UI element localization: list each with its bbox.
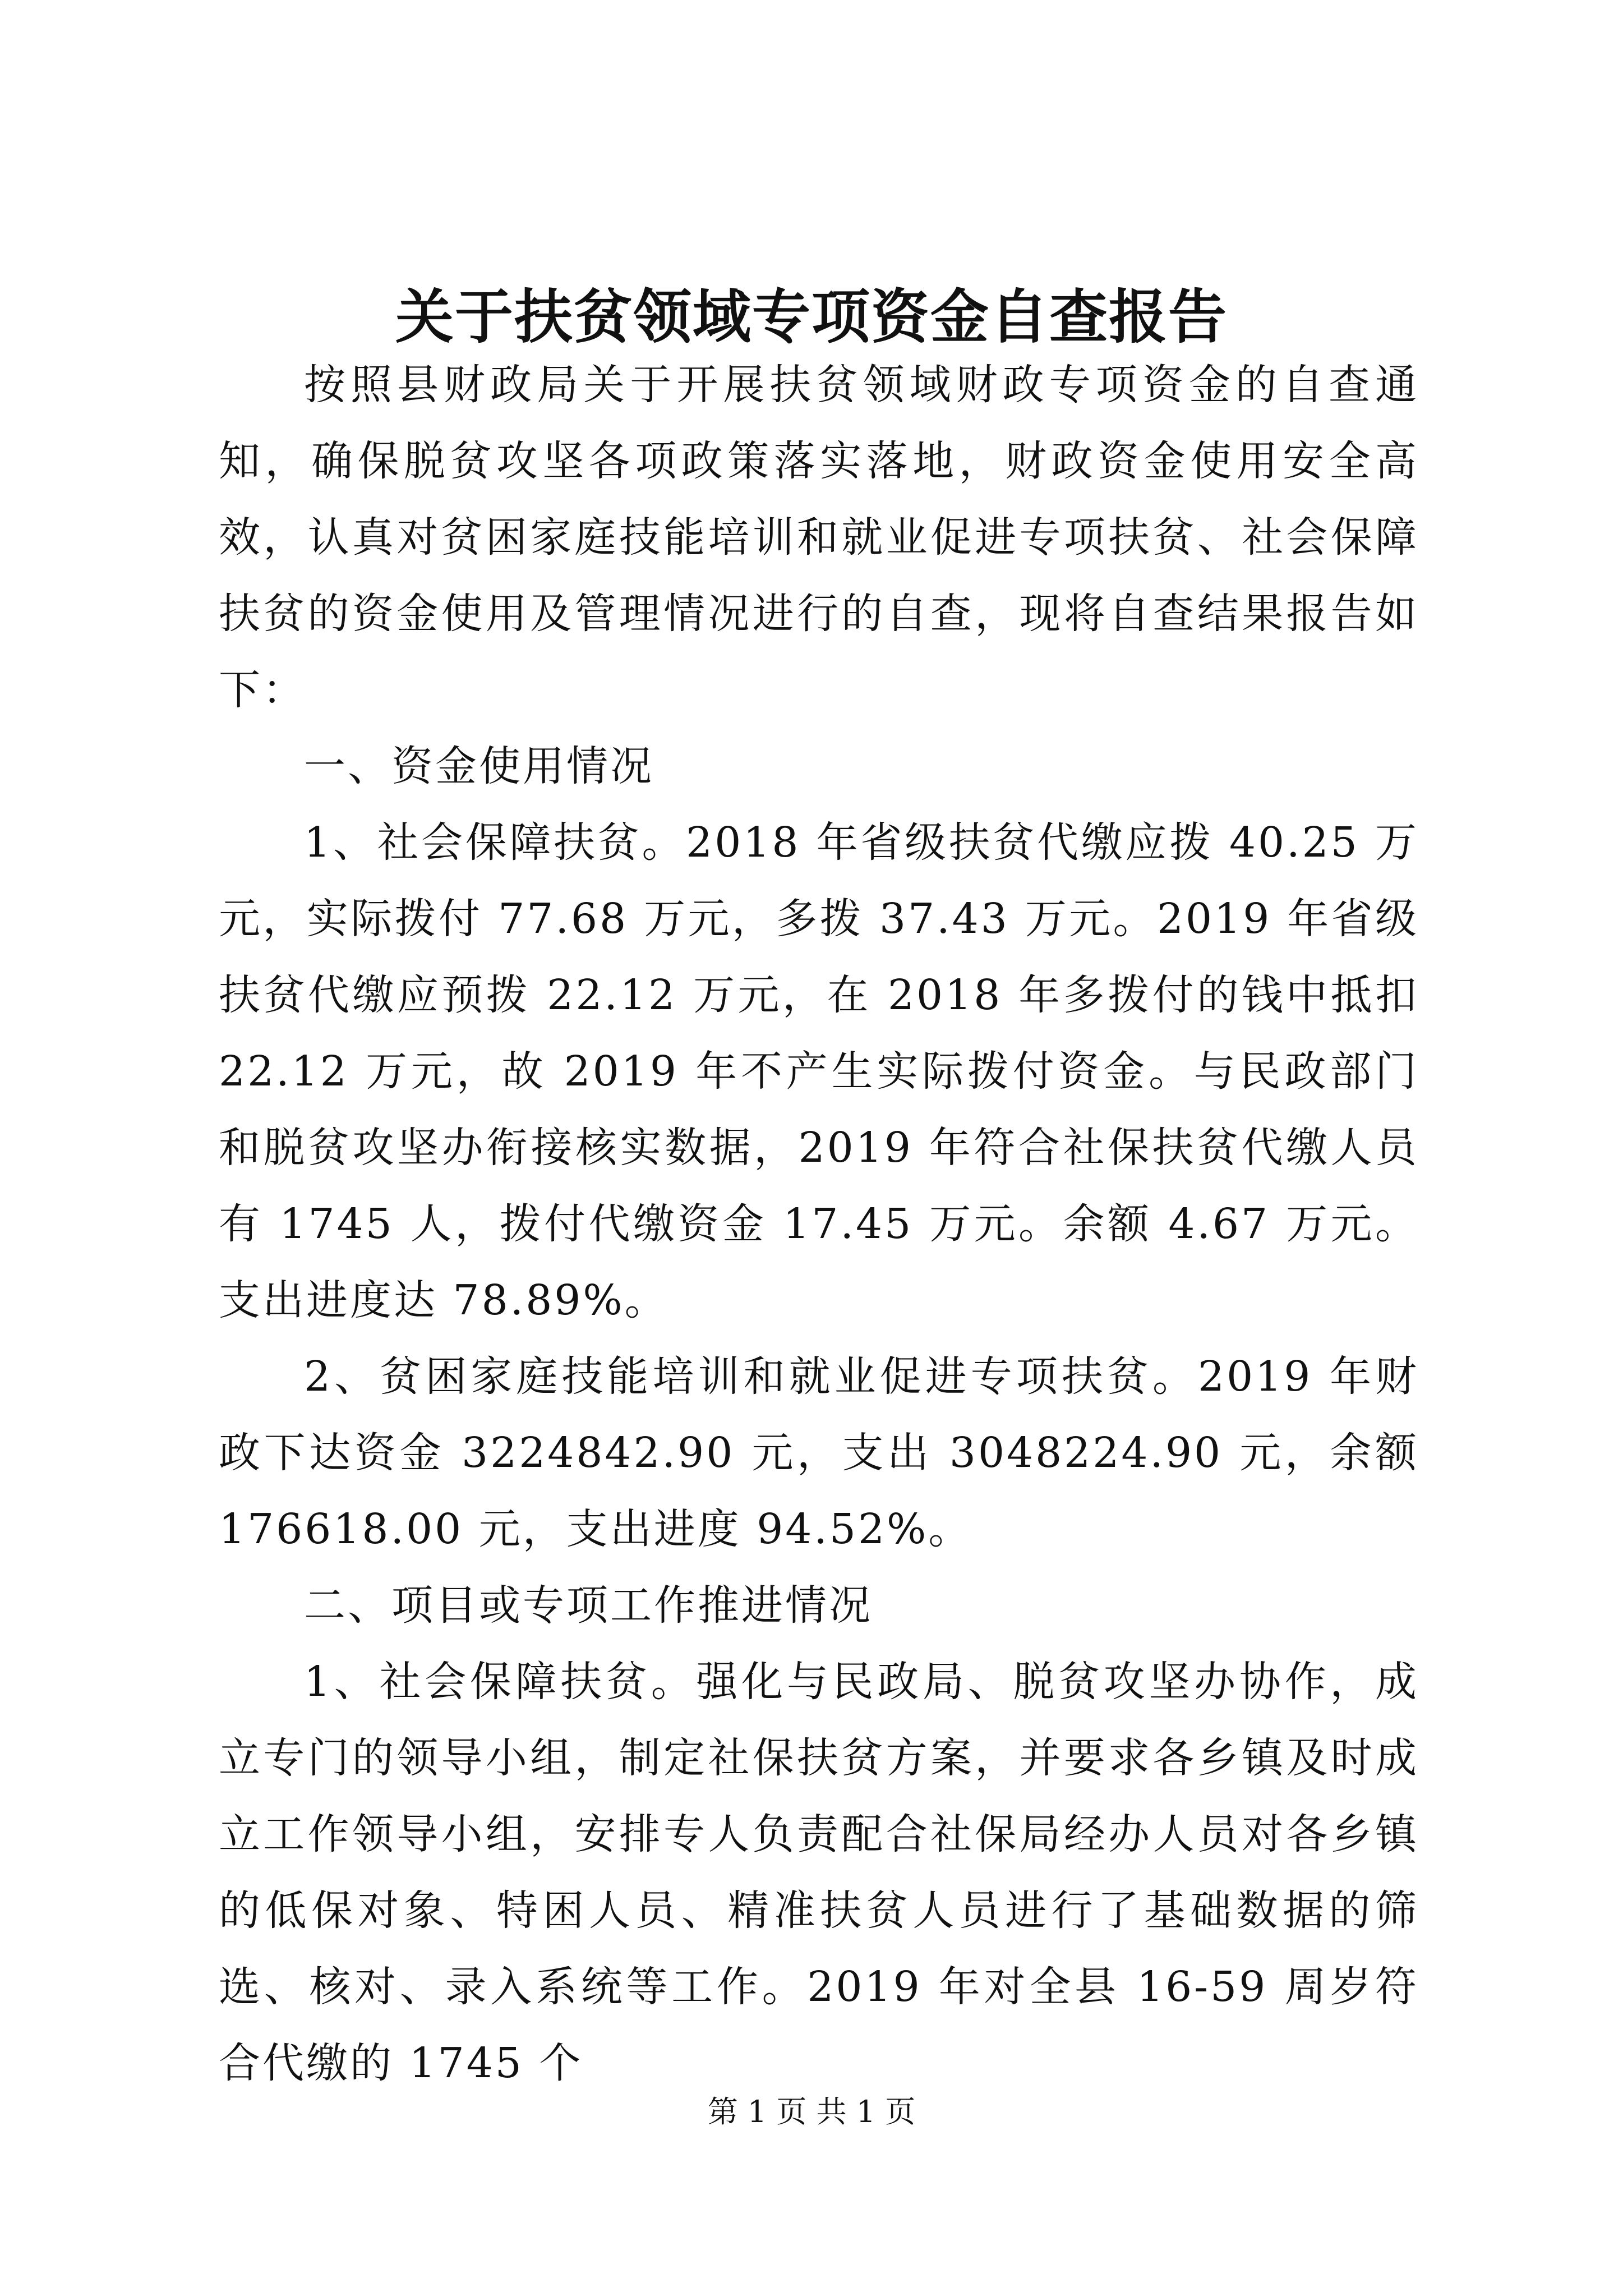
- document-body: [219, 347, 1419, 2101]
- section-heading-fund-usage: 一、资金使用情况: [304, 742, 654, 790]
- page-footer: 第 1 页 共 1 页: [707, 2094, 916, 2129]
- document-title: 关于扶贫领域专项资金自查报告: [395, 282, 1228, 351]
- paragraph-social-security: 1、社会保障扶贫。2018 年省级扶贫代缴应拨 40.25 万元，实际拨付 77.68 万元，多拨 37.43 万元。2019 年省级扶贫代缴应预拨 22.12 万元，在 2018 年多拨付的钱中抵扣 22.12 万元，故 2019 年不产生实际拨付资金。与民政部门和脱贫攻坚办衔接核实数据，2019 年符合社保扶贫代缴人员有 1745 人，拨付代缴资金 17.45 万元。余额 4.67 万元。支出进度达 78.89%。: [219, 818, 1419, 1324]
- paragraph-social-security-progress: 1、社会保障扶贫。强化与民政局、脱贫攻坚办协作，成立专门的领导小组，制定社保扶贫方案，并要求各乡镇及时成立工作领导小组，安排专人负责配合社保局经办人员对各乡镇的低保对象、特困人员、精准扶贫人员进行了基础数据的筛选、核对、录入系统等工作。2019 年对全县 16-59 周岁符合代缴的 1745 个: [219, 1658, 1419, 2087]
- section-heading-project-progress: 二、项目或专项工作推进情况: [304, 1581, 873, 1630]
- paragraph-skills-training: 2、贫困家庭技能培训和就业促进专项扶贫。2019 年财政下达资金 3224842.90 元，支出 3048224.90 元，余额 176618.00 元，支出进度 94.52%。: [219, 1352, 1419, 1553]
- paragraph-intro: 按照县财政局关于开展扶贫领域财政专项资金的自查通知，确保脱贫攻坚各项政策落实落地，财政资金使用安全高效，认真对贫困家庭技能培训和就业促进专项扶贫、社会保障扶贫的资金使用及管理情况进行的自查，现将自查结果报告如下：: [219, 361, 1419, 714]
